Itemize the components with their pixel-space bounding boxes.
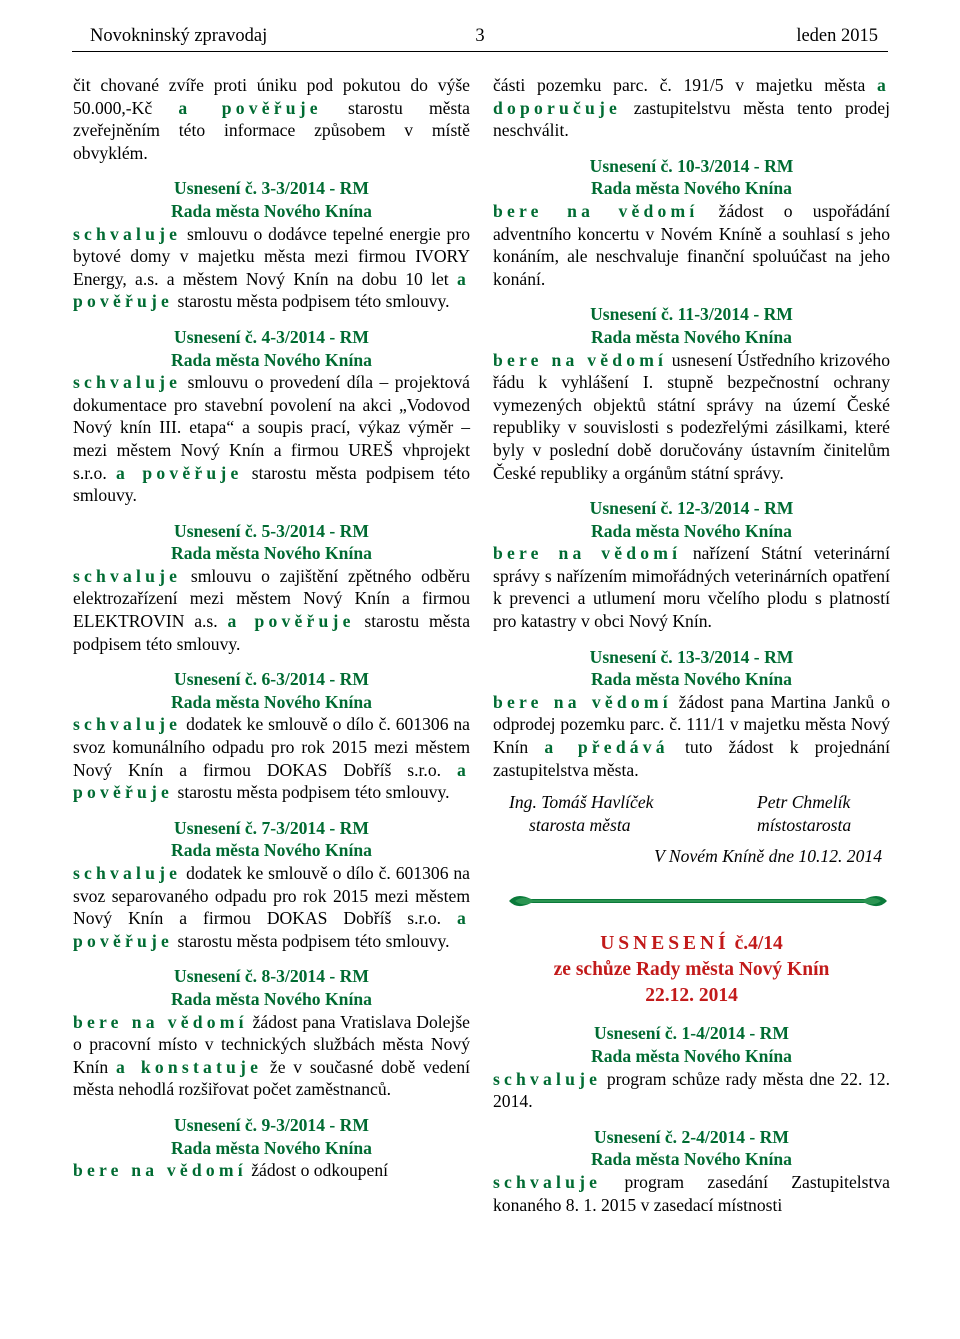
resolution-2-4 — [493, 1126, 890, 1216]
resolution-9-3 — [73, 1114, 470, 1182]
keyword: schvaluje — [73, 863, 182, 883]
resolution-title: Usnesení č. 9-3/2014 - RM — [174, 1114, 369, 1135]
section-date: 22.12. 2014 — [645, 985, 738, 1007]
resolution-body: Rada města Nového Knína — [171, 840, 372, 861]
keyword: a doporučuje — [493, 75, 891, 118]
resolution-title: Usnesení č. 10-3/2014 - RM — [589, 155, 794, 176]
mayor-role: starosta města — [529, 814, 631, 835]
keyword: a pověřuje — [73, 268, 470, 312]
issue-date: leden 2015 — [796, 26, 878, 46]
resolution-text: bere na vědomí žádost pana Martina Janků o odprodej pozemku parc. č. 111/1 v majetku města Nový Knín a předává tuto žádost k projednání zastupitelstva města. — [493, 691, 890, 780]
resolution-body: Rada města Nového Knína — [171, 1137, 372, 1158]
resolution-text: schvaluje dodatek ke smlouvě o dílo č. 601306 na svoz separovaného odpadu pro rok 2015 mezi městem Nový Knín a firmou DOKAS Dobříš s.r.o. a pověřuje starostu města podpisem této smlouvy. — [73, 863, 470, 951]
resolution-7-3 — [73, 817, 470, 953]
keyword: schvaluje — [73, 372, 182, 393]
resolution-text: schvaluje smlouvu o dodávce tepelné energie pro bytové domy v majetku města mezi firmou IVORY Energy, a.s. a městem Nový Knín na dobu 10 let a pověřuje starostu města podpisem této smlouvy. — [73, 223, 470, 312]
resolution-title: Usnesení č. 5-3/2014 - RM — [174, 520, 369, 541]
resolution-title: Usnesení č. 7-3/2014 - RM — [174, 817, 369, 838]
resolution-body: Rada města Nového Knína — [591, 1046, 792, 1066]
keyword: bere na vědomí — [493, 200, 699, 221]
resolution-body: Rada města Nového Knína — [591, 669, 792, 690]
signature-block — [493, 791, 890, 837]
keyword: schvaluje — [493, 1171, 602, 1192]
resolution-text: bere na vědomí nařízení Státní veterinární správy s nařízením mimořádných veterinárních opatření k prevenci a utlumení moru včelího plodu s platností pro katastry v obci Nový Knín. — [493, 543, 890, 632]
publication-name: Novokninský zpravodaj — [90, 26, 268, 46]
resolution-1-4 — [493, 1022, 890, 1112]
keyword: bere na vědomí — [493, 349, 668, 370]
resolution-10-3 — [493, 155, 890, 291]
deputy-name: Petr Chmelík — [757, 792, 851, 813]
keyword: bere na vědomí — [493, 543, 682, 564]
header-divider — [72, 51, 888, 52]
resolution-title: Usnesení č. 12-3/2014 - RM — [589, 498, 794, 519]
keyword: schvaluje — [73, 223, 182, 244]
section-number: č.4/14 — [734, 933, 783, 955]
resolution-text: schvaluje program schůze rady města dne 22. 12. 2014. — [493, 1068, 890, 1112]
resolution-title: Usnesení č. 11-3/2014 - RM — [590, 304, 793, 325]
keyword: a pověřuje — [115, 462, 243, 483]
resolution-text: schvaluje dodatek ke smlouvě o dílo č. 601306 na svoz komunálního odpadu pro rok 2015 mezi městem Nový Knín a firmou DOKAS Dobříš s.r.o. a pověřuje starostu města podpisem této smlouvy. — [73, 714, 470, 803]
resolution-title: Usnesení č. 2-4/2014 - RM — [594, 1126, 789, 1147]
keyword: bere na vědomí — [493, 691, 672, 712]
resolution-body: Rada města Nového Knína — [171, 691, 372, 712]
section-heading — [493, 931, 890, 1009]
resolution-text: schvaluje smlouvu o zajištění zpětného odběru elektrozařízení mezi městem Nový Knín a firmou ELEKTROVIN a.s. a pověřuje starostu města podpisem této smlouvy. — [73, 565, 471, 654]
keyword: a pověřuje — [73, 908, 470, 951]
resolution-text: bere na vědomí žádost o odkoupení — [73, 1160, 389, 1181]
resolution-6-3 — [73, 668, 470, 804]
keyword: a pověřuje — [178, 97, 322, 118]
deputy-signature — [757, 791, 851, 836]
resolution-title: Usnesení č. 13-3/2014 - RM — [589, 646, 794, 667]
mayor-name: Ing. Tomáš Havlíček — [509, 792, 654, 813]
continued-paragraph: části pozemku parc. č. 191/5 v majetku města a doporučuje zastupitelstvu města tento prodej neschválit. — [493, 75, 891, 141]
continued-paragraph: čit chované zvíře proti úniku pod pokutou do výše 50.000,-Kč a pověřuje starostu města zveřejněním této informace způsobem v místě obvyklém. — [73, 75, 470, 163]
resolution-body: Rada města Nového Knína — [171, 349, 372, 370]
keyword: bere na vědomí — [73, 1160, 247, 1181]
resolution-title: Usnesení č. 4-3/2014 - RM — [174, 326, 369, 347]
deputy-role: místostarosta — [757, 814, 852, 835]
resolution-body: Rada města Nového Knína — [171, 988, 372, 1009]
keyword: a předává — [544, 737, 669, 758]
mayor-signature — [509, 791, 653, 836]
resolution-body: Rada města Nového Knína — [591, 1149, 792, 1170]
resolution-title: Usnesení č. 1-4/2014 - RM — [594, 1023, 789, 1044]
resolution-12-3 — [493, 497, 890, 633]
section-subtitle: ze schůze Rady města Nový Knín — [553, 959, 830, 981]
resolution-text: bere na vědomí žádost o uspořádání adventního koncertu v Novém Kníně a souhlasí s jeho konáním, ale neschvaluje finanční spoluúčast na jeho konání. — [493, 200, 890, 289]
keyword: a pověřuje — [73, 759, 470, 803]
keyword: schvaluje — [493, 1068, 602, 1089]
resolution-body: Rada města Nového Knína — [591, 178, 792, 199]
resolution-5-3 — [73, 520, 470, 656]
keyword: a pověřuje — [227, 611, 355, 632]
keyword: bere na vědomí — [73, 1011, 248, 1032]
right-column — [493, 74, 890, 1216]
page-header — [72, 24, 888, 52]
resolution-body: Rada města Nového Knína — [171, 200, 372, 221]
resolution-text: schvaluje smlouvu o provedení díla – projektová dokumentace pro stavební povolení na akci „Vodovod Nový knín III. etapa“ a soupis prací, výkaz výměr – mezi městem Nový Knín a firmou UREŠ vhprojekt s.r.o. a pověřuje starostu města podpisem této smlouvy. — [73, 372, 470, 506]
resolution-body: Rada města Nového Knína — [171, 543, 372, 564]
resolution-text: bere na vědomí žádost pana Vratislava Dolejše o pracovní místo v technických službách města Nový Knín a konstatuje že v současné době vedení města nehodlá rozšiřovat počet zaměstnanců. — [73, 1011, 471, 1100]
resolution-11-3 — [493, 303, 890, 484]
resolution-13-3 — [493, 646, 890, 782]
decorative-banner — [507, 890, 889, 912]
page-number: 3 — [475, 26, 485, 46]
resolution-3-3 — [73, 177, 470, 313]
resolution-text: bere na vědomí usnesení Ústředního krizového řádu k vyhlášení I. stupně bezpečnostní ochrany vymezených objektů státní správy na území České republiky v souvislosti s podezřelými zásilkami, které byly v poslední době doručovány ústavním činitelům České republiky a orgánům státní správy. — [493, 349, 890, 483]
place-date: V Novém Kníně dne 10.12. 2014 — [654, 846, 882, 867]
section-word: USNESENÍ — [600, 933, 730, 955]
resolution-4-3 — [73, 326, 470, 507]
left-column — [73, 74, 470, 1182]
resolution-title: Usnesení č. 8-3/2014 - RM — [174, 966, 369, 987]
resolution-8-3 — [73, 965, 470, 1101]
resolution-title: Usnesení č. 6-3/2014 - RM — [174, 669, 369, 690]
keyword: schvaluje — [73, 565, 182, 586]
resolution-title: Usnesení č. 3-3/2014 - RM — [174, 178, 369, 199]
resolution-body: Rada města Nového Knína — [591, 326, 792, 347]
keyword: a konstatuje — [115, 1056, 263, 1077]
resolution-body: Rada města Nového Knína — [591, 520, 792, 541]
keyword: schvaluje — [73, 714, 182, 735]
resolution-text: schvaluje program zasedání Zastupitelstva konaného 8. 1. 2015 v zasedací místnosti — [493, 1171, 890, 1215]
